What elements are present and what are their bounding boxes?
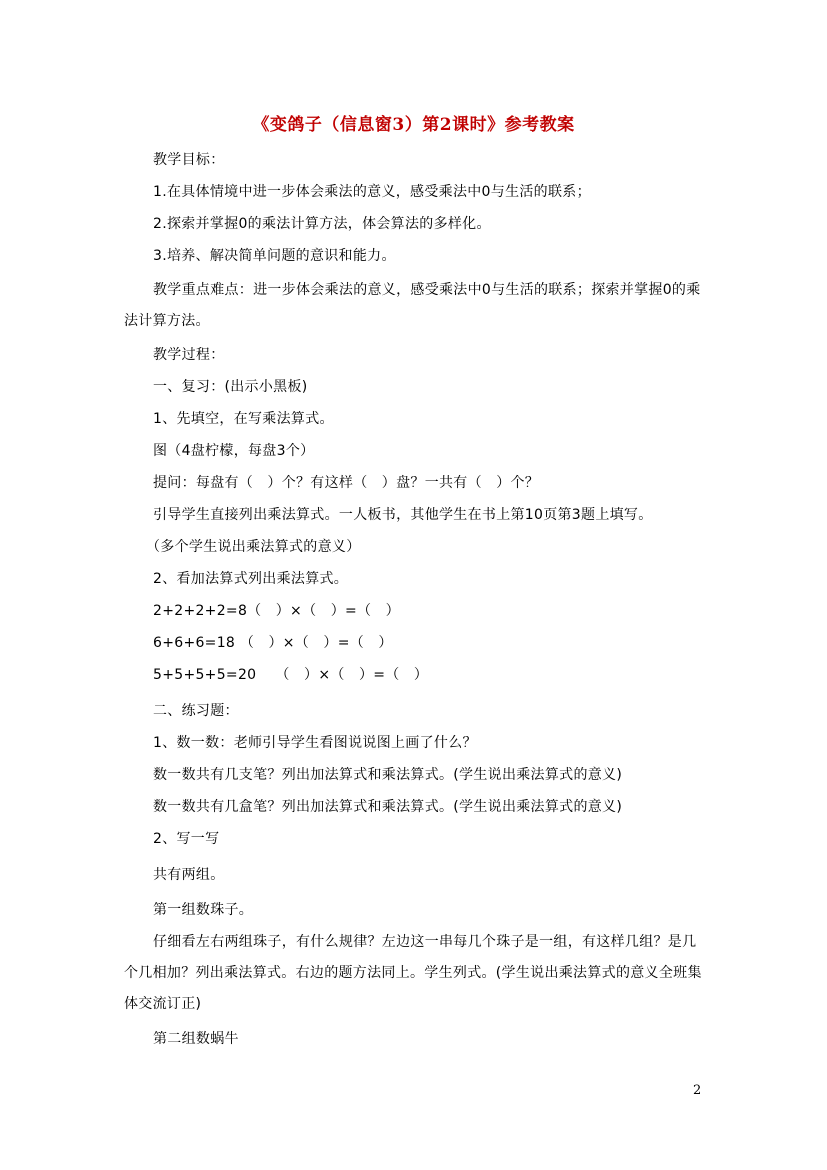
beads-paragraph: 仔细看左右两组珠子，有什么规律？左边这一串每几个珠子是一组，有这样几组？是几个几相加？列出乘法算式。右边的题方法同上。学生列式。(学生说出乘法算式的意义全班集体交流订正): [124, 934, 702, 1012]
review-heading: 一、复习：(出示小黑板): [153, 379, 308, 395]
review-image-caption: 图（4盘柠檬，每盘3个）: [153, 443, 315, 459]
review-question: 提问：每盘有（ ）个？有这样（ ）盘？一共有（ ）个？: [153, 475, 540, 491]
exercise-item-1: 1、数一数：老师引导学生看图说说图上画了什么？: [153, 735, 477, 751]
objective-2: 2.探索并掌握0的乘法计算方法，体会算法的多样化。: [153, 216, 491, 232]
review-item-1: 1、先填空，在写乘法算式。: [153, 411, 334, 427]
equation-2: 6+6+6=18 （ ）×（ ）=（ ）: [153, 635, 393, 651]
review-item-2: 2、看加法算式列出乘法算式。: [153, 571, 349, 587]
key-points-paragraph: 教学重点难点：进一步体会乘法的意义，感受乘法中0与生活的联系；探索并掌握0的乘法计算方法。: [124, 282, 701, 329]
objective-3: 3.培养、解决简单问题的意识和能力。: [153, 248, 396, 264]
review-guidance: 引导学生直接列出乘法算式。一人板书，其他学生在书上第10页第3题上填写。: [153, 507, 653, 523]
document-title: 《变鸽子（信息窗3）第2课时》参考教案: [252, 115, 575, 135]
objective-1: 1.在具体情境中进一步体会乘法的意义，感受乘法中0与生活的联系；: [153, 184, 591, 200]
exercise-heading: 二、练习题：: [153, 703, 239, 719]
page-number: 2: [693, 1083, 702, 1098]
exercise-count-pens: 数一数共有几支笔？列出加法算式和乘法算式。(学生说出乘法算式的意义): [153, 767, 623, 783]
exercise-count-boxes: 数一数共有几盒笔？列出加法算式和乘法算式。(学生说出乘法算式的意义): [153, 799, 623, 815]
exercise-item-2: 2、写一写: [153, 831, 220, 847]
section-heading-objectives: 教学目标：: [153, 152, 225, 168]
equation-3: 5+5+5+5=20 （ ）×（ ）=（ ）: [153, 667, 429, 683]
exercise-group-1: 第一组数珠子。: [153, 902, 254, 918]
equation-1: 2+2+2+2=8（ ）×（ ）=（ ）: [153, 603, 400, 619]
review-note: （多个学生说出乘法算式的意义）: [146, 539, 361, 555]
exercise-group-2: 第二组数蜗牛: [153, 1031, 239, 1047]
exercise-groups: 共有两组。: [153, 867, 225, 883]
section-heading-process: 教学过程：: [153, 347, 225, 363]
